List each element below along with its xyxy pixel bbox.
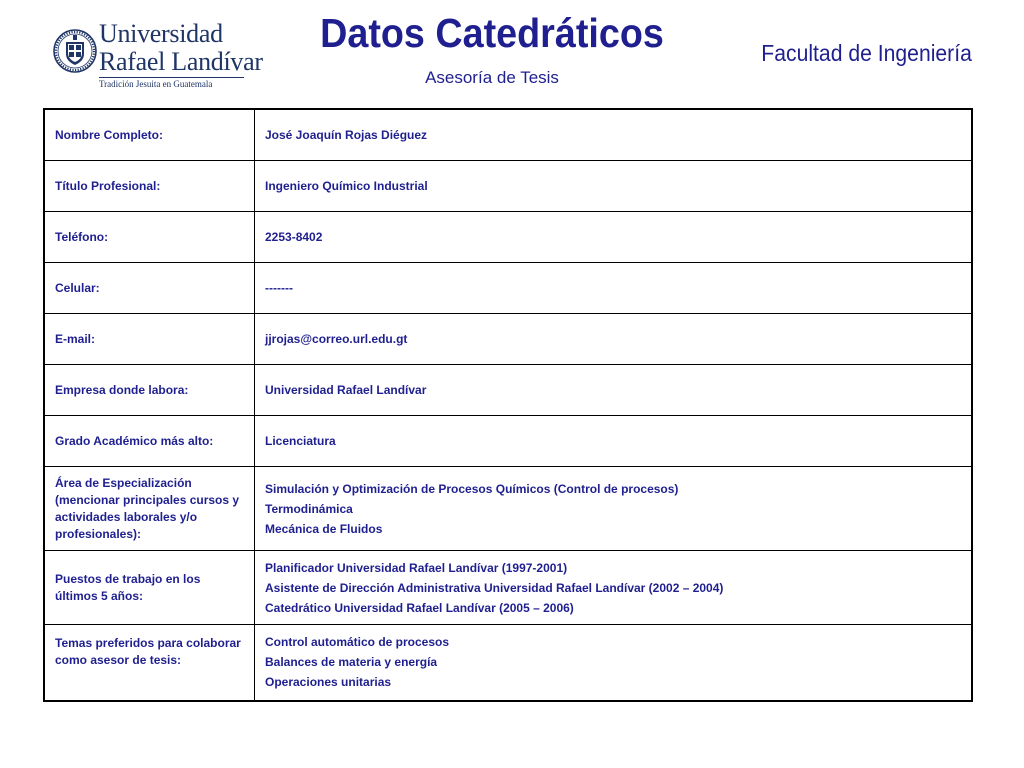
table-row <box>44 365 972 416</box>
row-label: Nombre Completo: <box>44 109 255 161</box>
list-item: Asistente de Dirección Administrativa Universidad Rafael Landívar (2002 – 2004) <box>265 580 724 595</box>
faculty-name: Facultad de Ingeniería <box>761 40 972 66</box>
row-label: Temas preferidos para colaborar como asesor de tesis: <box>44 625 255 701</box>
row-label: Título Profesional: <box>44 161 255 212</box>
row-value: 2253-8402 <box>255 212 973 263</box>
table-row <box>44 212 972 263</box>
row-label: Grado Académico más alto: <box>44 416 255 467</box>
row-value: Universidad Rafael Landívar <box>255 365 973 416</box>
list-item: Balances de materia y energía <box>265 655 438 670</box>
row-value[interactable]: jjrojas@correo.url.edu.gt <box>255 314 973 365</box>
page-title: Datos Catedráticos <box>320 10 664 56</box>
list-item: Control automático de procesos <box>265 635 450 650</box>
row-label: Celular: <box>44 263 255 314</box>
list-item: Mecánica de Fluidos <box>265 521 383 536</box>
logo-line-rafael-landivar: Rafael Landívar <box>99 47 263 76</box>
row-label: Área de Especialización (mencionar principales cursos y actividades laborales y/o profesionales): <box>44 467 255 551</box>
row-value-list <box>255 625 973 701</box>
row-label: E-mail: <box>44 314 255 365</box>
table-row <box>44 263 972 314</box>
table-row <box>44 314 972 365</box>
table-row <box>44 467 972 551</box>
table-row <box>44 416 972 467</box>
list-item: Simulación y Optimización de Procesos Químicos (Control de procesos) <box>265 481 679 496</box>
professor-data-table <box>43 108 973 702</box>
row-value: Licenciatura <box>255 416 973 467</box>
table-row <box>44 161 972 212</box>
table-row <box>44 109 972 161</box>
list-item: Catedrático Universidad Rafael Landívar (2005 – 2006) <box>265 600 574 615</box>
logo-line-universidad: Universidad <box>99 19 223 48</box>
list-item: Operaciones unitarias <box>265 675 392 690</box>
row-label: Empresa donde labora: <box>44 365 255 416</box>
row-label: Puestos de trabajo en los últimos 5 años: <box>44 551 255 625</box>
row-label: Teléfono: <box>44 212 255 263</box>
list-item: Termodinámica <box>265 501 353 516</box>
logo-tagline: Tradición Jesuita en Guatemala <box>99 79 213 89</box>
row-value: Ingeniero Químico Industrial <box>255 161 973 212</box>
table-row <box>44 551 972 625</box>
row-value: José Joaquín Rojas Diéguez <box>255 109 973 161</box>
row-value-list <box>255 551 973 625</box>
table-row <box>44 625 972 701</box>
page-subtitle: Asesoría de Tesis <box>425 68 559 87</box>
list-item: Planificador Universidad Rafael Landívar (1997-2001) <box>265 560 568 575</box>
row-value-list <box>255 467 973 551</box>
row-value: ------- <box>255 263 973 314</box>
